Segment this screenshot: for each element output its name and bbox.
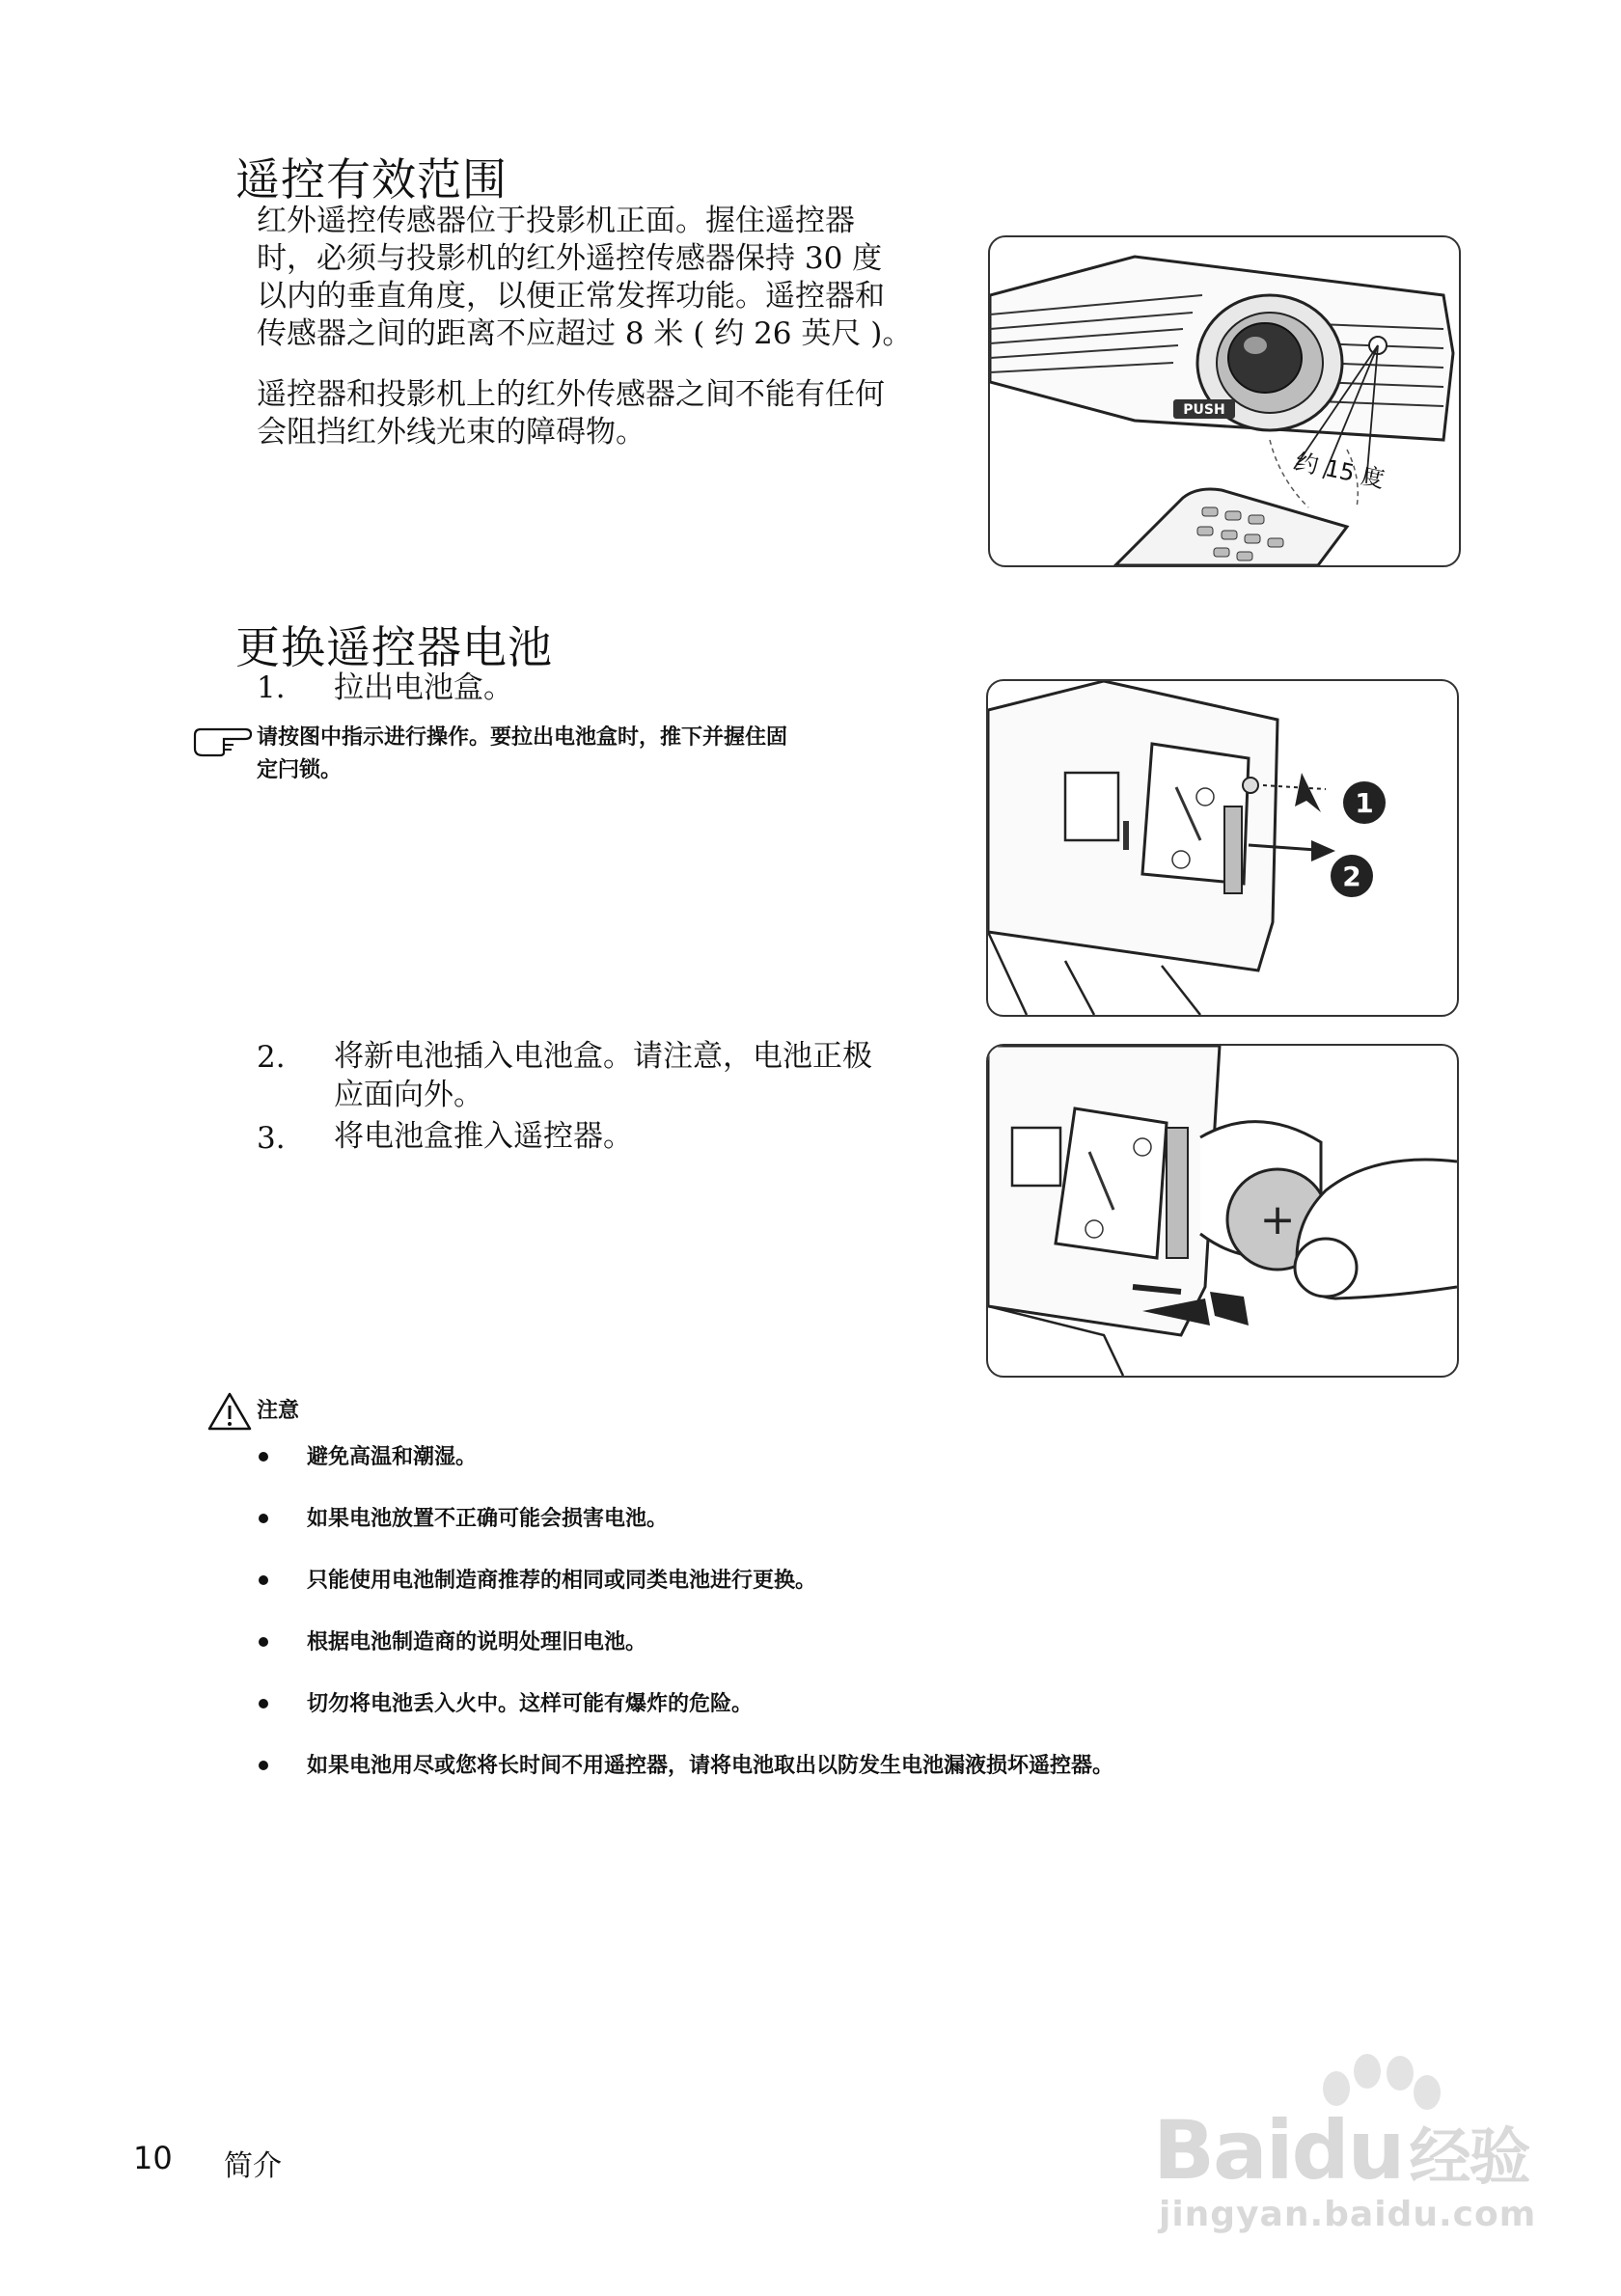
projector-illustration: [990, 237, 1459, 565]
text-line: 请按图中指示进行操作。要拉出电池盒时，推下并握住固: [257, 725, 788, 750]
text-line: 遥控器和投影机上的红外传感器之间不能有任何: [257, 377, 885, 412]
tip-note: [257, 722, 787, 787]
step1-number: 1.: [257, 670, 286, 705]
push-label: PUSH: [1183, 402, 1225, 418]
bullet-dot: [259, 1637, 268, 1647]
remote-back-illustration: [988, 681, 1457, 1015]
text-line: 红外遥控传感器位于投影机正面。握住遥控器: [257, 204, 855, 238]
step3-number: 3.: [257, 1121, 286, 1156]
section1-title: 遥控有效范围: [235, 153, 508, 205]
bullet-dot: [259, 1575, 268, 1585]
caution-item: 根据电池制造商的说明处理旧电池。: [307, 1630, 647, 1654]
step3-text: 将电池盒推入遥控器。: [334, 1119, 633, 1154]
pointing-hand-icon: [191, 725, 253, 758]
bullet-dot: [259, 1699, 268, 1708]
bullet-dot: [259, 1761, 268, 1770]
step1-text: 拉出电池盒。: [334, 670, 513, 705]
text-line: 以内的垂直角度，以便正常发挥功能。遥控器和: [257, 279, 885, 314]
watermark-brand-row: [1153, 2103, 1528, 2198]
baidu-watermark: [1153, 2050, 1539, 2243]
remote-range-figure: [988, 235, 1461, 567]
watermark-url: jingyan.baidu.com: [1159, 2195, 1537, 2234]
battery-plus-sign: +: [1259, 1195, 1296, 1244]
bullet-dot: [259, 1452, 268, 1462]
footer-section: 简介: [224, 2149, 282, 2183]
angle-label: 约 15 度: [1292, 448, 1387, 494]
caution-item: 切勿将电池丢入火中。这样可能有爆炸的危险。: [307, 1692, 754, 1716]
marker-1: 1: [1355, 787, 1374, 819]
watermark-brand: Bai: [1153, 2103, 1292, 2198]
caution-title: 注意: [257, 1399, 300, 1423]
section1-paragraph2: [257, 376, 885, 451]
marker-2: 2: [1342, 861, 1361, 892]
section2-title: 更换遥控器电池: [235, 621, 553, 673]
caution-item: 避免高温和潮湿。: [307, 1445, 478, 1469]
caution-item: 只能使用电池制造商推荐的相同或同类电池进行更换。: [307, 1569, 817, 1593]
section1-paragraph1: [257, 203, 912, 353]
insert-battery-figure: [986, 1044, 1459, 1378]
text-line: 传感器之间的距离不应超过 8 米 ( 约 26 英尺 )。: [257, 316, 913, 351]
pull-battery-figure: [986, 679, 1459, 1017]
step2-number: 2.: [257, 1040, 286, 1075]
page-number: 10: [133, 2140, 173, 2176]
warning-icon: [206, 1391, 253, 1432]
text-line: 时，必须与投影机的红外遥控传感器保持 30 度: [257, 241, 883, 276]
watermark-brand2: du: [1291, 2103, 1404, 2198]
text-line: 应面向外。: [334, 1078, 483, 1112]
watermark-brand-cn: 经验: [1409, 2122, 1529, 2194]
battery-insert-illustration: [988, 1046, 1457, 1376]
bullet-dot: [259, 1514, 268, 1523]
text-line: 定闩锁。: [257, 758, 343, 782]
caution-item: 如果电池放置不正确可能会损害电池。: [307, 1507, 669, 1531]
caution-item: 如果电池用尽或您将长时间不用遥控器，请将电池取出以防发生电池漏液损坏遥控器。: [307, 1754, 1114, 1778]
step2-text: [334, 1037, 872, 1114]
text-line: 将新电池插入电池盒。请注意，电池正极: [334, 1039, 872, 1074]
text-line: 会阻挡红外线光束的障碍物。: [257, 415, 646, 450]
